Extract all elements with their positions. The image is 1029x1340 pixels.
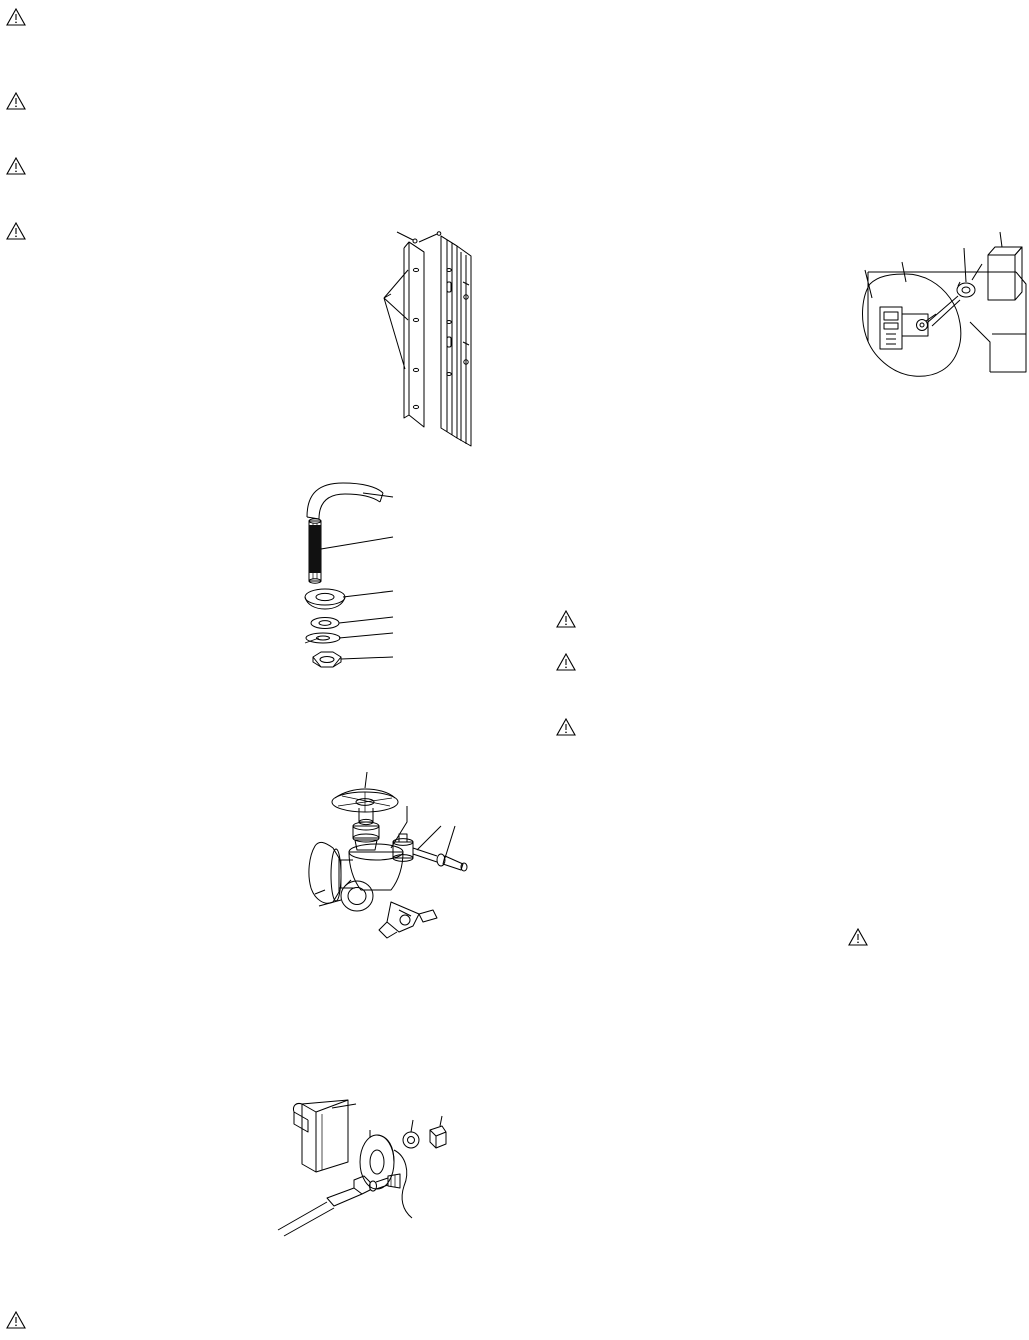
hose-valve-assembly-diagram xyxy=(295,770,510,970)
warning-triangle-icon xyxy=(556,718,576,736)
warning-triangle-icon xyxy=(556,653,576,671)
warning-triangle-icon xyxy=(6,1311,26,1329)
warning-triangle-icon xyxy=(6,157,26,175)
handle-escutcheon-diagram xyxy=(272,1090,482,1250)
warning-triangle-icon xyxy=(6,92,26,110)
warning-triangle-icon xyxy=(6,8,26,26)
wall-rail-assembly-diagram xyxy=(375,222,520,454)
spout-exploded-diagram xyxy=(285,475,405,687)
control-box-cutaway-diagram xyxy=(840,222,1029,408)
warning-triangle-icon xyxy=(6,222,26,240)
warning-triangle-icon xyxy=(556,610,576,628)
warning-triangle-icon xyxy=(848,928,868,946)
